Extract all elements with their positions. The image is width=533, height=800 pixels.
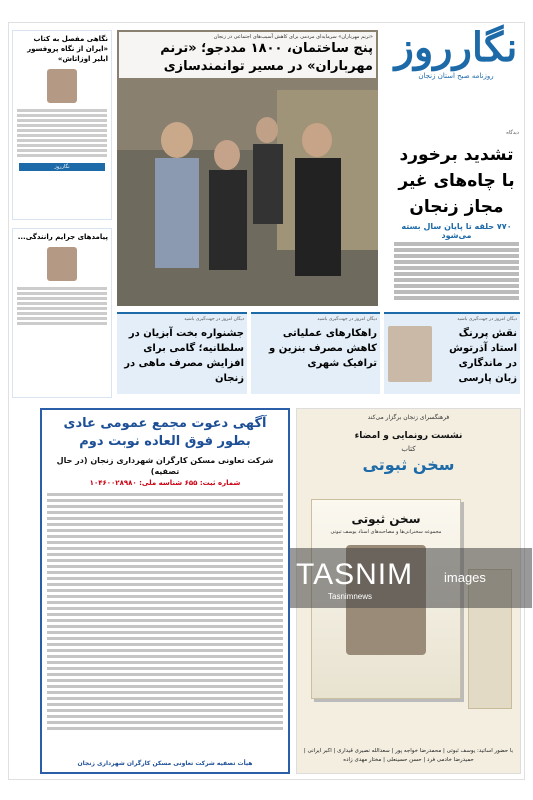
- sidebar-card-traffic: [12, 228, 112, 398]
- lead-body-text: [394, 240, 519, 306]
- assembly-notice-ad: [40, 408, 290, 774]
- sidebar-card-title: پیامدهای جرایم رانندگی...: [17, 233, 108, 241]
- ad-registration: شماره ثبت: ۶۵۵ شناسه ملی: ۱۰۴۶۰۰۲۸۹۸۰: [89, 479, 241, 487]
- photo-headline-box: [119, 32, 376, 78]
- strip-box-2: [251, 312, 380, 394]
- sidebar-card-title: نگاهی مفصل به کتاب «ایران از نگاه پروفسور ایلیر اوزاتاش»: [27, 35, 108, 63]
- sidebar-card-tag: نگارروز: [19, 163, 105, 171]
- masthead-subtitle: روزنامه صبح استان زنجان: [418, 72, 494, 80]
- lead-headline: تشدید برخورد با چاه‌های غیر مجاز زنجان: [398, 145, 515, 217]
- ad-book-name: سخن ثبوتی: [362, 455, 455, 474]
- lead-subheadline: ۷۷۰ حلقه تا پایان سال بسته می‌شود: [401, 222, 512, 240]
- sidebar-card-book: [12, 30, 112, 220]
- strip-title: راهکارهای عملیاتی کاهش مصرف بنزین و ترافیک شهری: [269, 328, 377, 369]
- strip-kicker: دیگان امروز در جهت‌گیری باشید: [317, 317, 377, 322]
- watermark-images: images: [444, 570, 486, 585]
- ad-body-text: [47, 493, 283, 730]
- sidebar-card-body: [13, 283, 111, 329]
- strip-box-1: [384, 312, 520, 394]
- author-avatar: [47, 247, 77, 281]
- photo-kicker: «ترنم مهرباران» سرمایه‌ای مردمی برای کاهش آسیب‌های اجتماعی در زنجان: [213, 34, 373, 40]
- ad-book-label: کتاب: [401, 445, 416, 453]
- watermark-brand: TASNIM: [296, 558, 414, 591]
- strip-portrait: [388, 326, 432, 382]
- strip-box-3: [117, 312, 247, 394]
- strip-kicker: دیگان امروز در جهت‌گیری باشید: [457, 317, 517, 322]
- strip-title: جشنواره بخت آبزیان در سلطانیه؛ گامی برای افزایش مصرف ماهی در زنجان: [124, 328, 244, 384]
- masthead: [392, 26, 520, 124]
- watermark-url: Tasnimnews: [328, 592, 373, 601]
- ad-title: آگهی دعوت مجمع عمومی عادی بطور فوق العاده نوبت دوم: [63, 416, 267, 449]
- ad-footer: هیأت تصفیه شرکت تعاونی مسکن کارگران شهرداری زنجان: [77, 760, 253, 767]
- ad-organizer: فرهنگسرای زنجان برگزار می‌کند: [367, 414, 450, 421]
- ad-guest-list: با حضور اساتید: یوسف ثبوتی | محمدرضا خواجه پور | سعدالله نصیری قیداری | اکبر ایرانی | حمیدرضا خادمی فرد | حسن حسینعلی | مختار مهدی زاده: [303, 748, 514, 763]
- ad-event-title: نشست رونمایی و امضاء: [354, 431, 463, 441]
- ad-subtitle: شرکت تعاونی مسکن کارگران شهرداری زنجان (در حال تصفیه): [56, 456, 274, 476]
- photo-headline: پنج ساختمان، ۱۸۰۰ مددجو؛ «ترنم مهرباران» در مسیر توانمندسازی: [160, 41, 373, 74]
- lead-kicker: دیدگاه: [506, 130, 519, 136]
- book-cover-subtitle: مجموعه سخنرانی‌ها و مصاحبه‌های استاد یوسف ثبوتی: [330, 529, 442, 535]
- strip-title: نقش پررنگ استاد آذرتوش در ماندگاری زبان پارسی: [449, 328, 517, 384]
- sidebar-card-body: [13, 105, 111, 161]
- strip-kicker: دیگان امروز در جهت‌گیری باشید: [184, 317, 244, 322]
- book-cover-title: سخن ثبوتی: [351, 512, 421, 526]
- tasnim-watermark: [290, 548, 532, 608]
- masthead-logo: نگارروز: [394, 24, 518, 71]
- author-avatar: [47, 69, 77, 103]
